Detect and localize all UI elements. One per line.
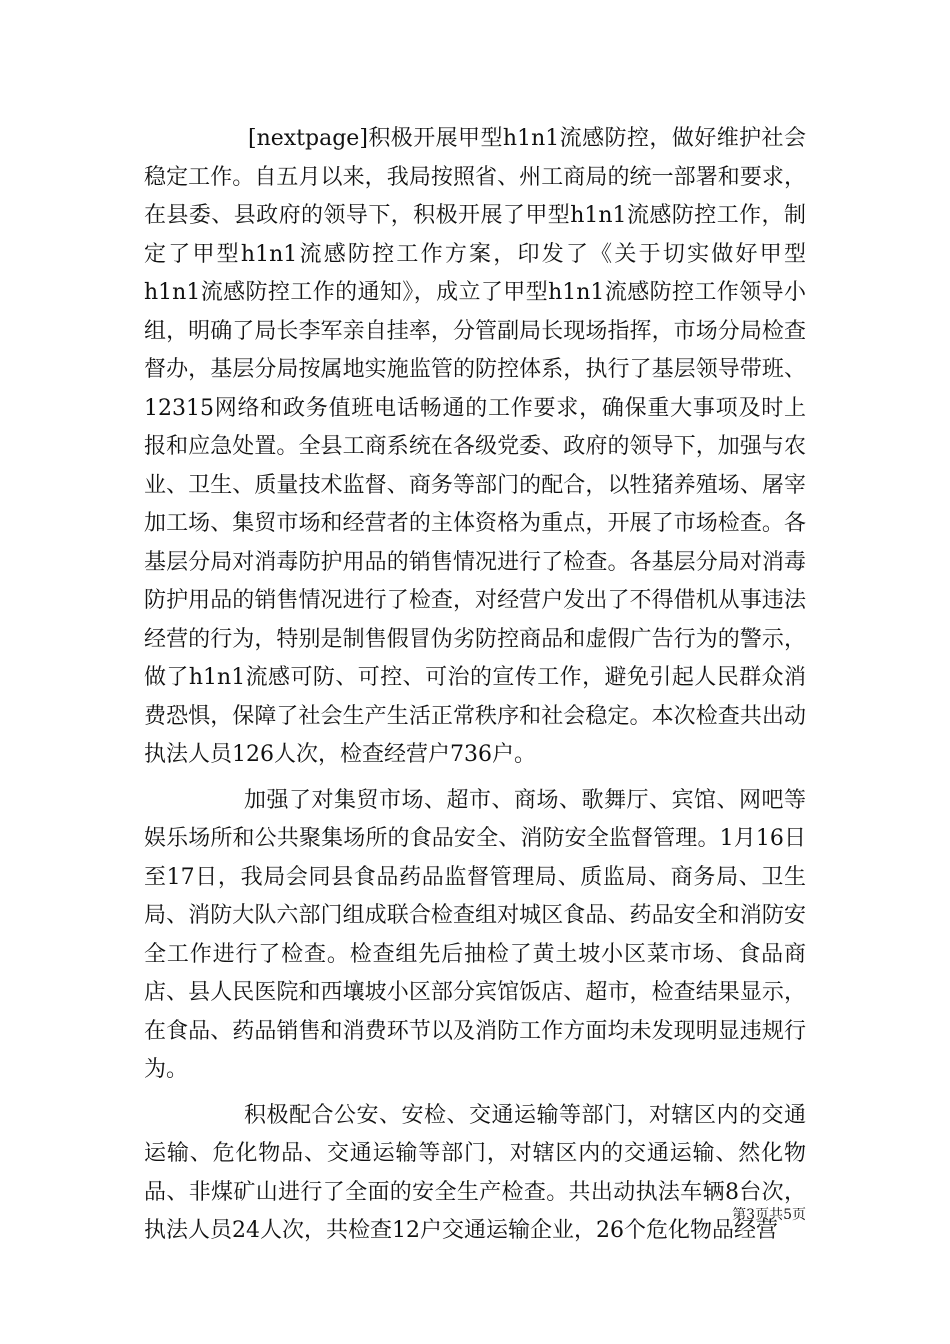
paragraph-1: [nextpage]积极开展甲型h1n1流感防控，做好维护社会稳定工作。自五月以来，我局按照省、州工商局的统一部署和要求，在县委、县政府的领导下，积极开展了甲型h1n1流感防控工作，制定了甲型h1n1流感防控工作方案，印发了《关于切实做好甲型h1n1流感防控工作的通知》，成立了甲型h1n1流感防控工作领导小组，明确了局长李军亲自挂率，分管副局长现场指挥，市场分局检查督办，基层分局按属地实施监管的防控体系，执行了基层领导带班、12315网络和政务值班电话畅通的工作要求，确保重大事项及时上报和应急处置。全县工商系统在各级党委、政府的领导下，加强与农业、卫生、质量技术监督、商务等部门的配合，以牲猪养殖场、屠宰加工场、集贸市场和经营者的主体资格为重点，开展了市场检查。各基层分局对消毒防护用品的销售情况进行了检查。各基层分局对消毒防护用品的销售情况进行了检查，对经营户发出了不得借机从事违法经营的行为，特别是制售假冒伪劣防控商品和虚假广告行为的警示，做了h1n1流感可防、可控、可治的宣传工作，避免引起人民群众消费恐惧，保障了社会生产生活正常秩序和社会稳定。本次检查共出动执法人员126人次，检查经营户736户。 — [144, 126, 806, 767]
paragraph-3: 积极配合公安、安检、交通运输等部门，对辖区内的交通运输、危化物品、交通运输等部门，对辖区内的交通运输、然化物品、非煤矿山进行了全面的安全生产检查。共出动执法车辆8台次，执法人员24人次，共检查12户交通运输企业，26个危化物品经营 — [144, 1102, 806, 1243]
paragraph-2: 加强了对集贸市场、超市、商场、歌舞厅、宾馆、网吧等娱乐场所和公共聚集场所的食品安全、消防安全监督管理。1月16日至17日，我局会同县食品药品监督管理局、质监局、商务局、卫生局、消防大队六部门组成联合检查组对城区食品、药品安全和消防安全工作进行了检查。检查组先后抽检了黄土坡小区菜市场、食品商店、县人民医院和西壤坡小区部分宾馆饭店、超市，检查结果显示，在食品、药品销售和消费环节以及消防工作方面均未发现明显违规行为。 — [144, 787, 806, 1082]
page-number-footer: 第3页共5页 — [732, 1207, 806, 1223]
document-body — [144, 120, 806, 1258]
